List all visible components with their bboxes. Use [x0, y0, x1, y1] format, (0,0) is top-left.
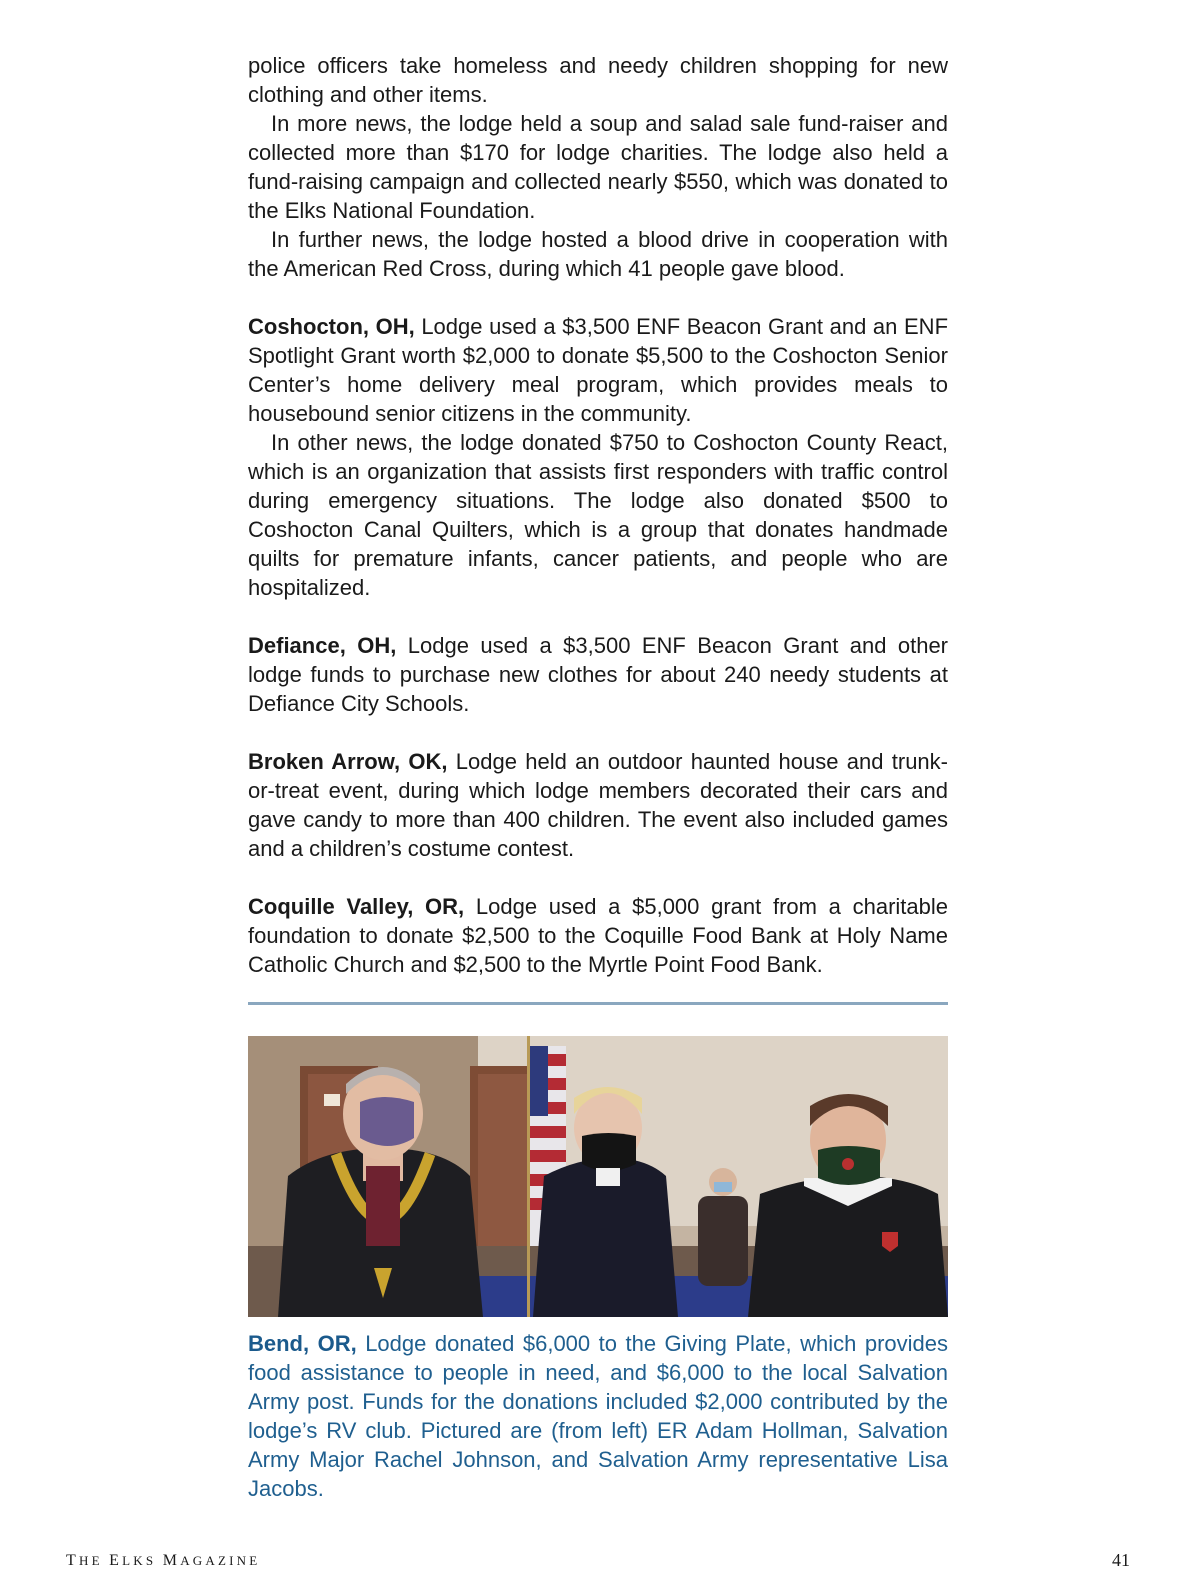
photo-caption-body: Lodge donated $6,000 to the Giving Plate, which provides food assistance to people in need, and $6,000 to the local Salvation Army post. Funds for the donations included $2,000 contributed by the lodge’s RV club. Pictured are (from left) ER Adam Hollman, Salvation Army Major Rachel Johnson, and Salvation Army representative Lisa Jacobs.: [248, 1331, 948, 1501]
coquille-item: [248, 892, 948, 979]
magazine-name-m: M: [162, 1552, 181, 1569]
paragraph-gap: [248, 283, 948, 312]
intro-further-news: In further news, the lodge hosted a blood drive in cooperation with the American Red Cross, during which 41 people gave blood.: [248, 227, 948, 281]
page-number: 41: [1112, 1550, 1130, 1570]
magazine-name-lks: LKS: [122, 1553, 163, 1568]
coshocton-other-news: In other news, the lodge donated $750 to Coshocton County React, which is an organization that assists first responders with traffic control during emergency situations. The lodge also donated $500 to Coshocton Canal Quilters, which is a group that donates handmade quilts for premature infants, cancer patients, and people who are hospitalized.: [248, 430, 948, 600]
broken-arrow-lead: Broken Arrow, OK,: [248, 749, 448, 774]
magazine-name-agazine: AGAZINE: [180, 1553, 261, 1568]
magazine-name: [66, 1552, 260, 1570]
news-photo: [248, 1036, 948, 1317]
broken-arrow-item: [248, 747, 948, 863]
paragraph-gap: [248, 602, 948, 631]
coshocton-item: [248, 312, 948, 428]
article-column: [248, 51, 948, 979]
coquille-lead: Coquille Valley, OR,: [248, 894, 465, 919]
intro-more-news: In more news, the lodge held a soup and salad sale fund-raiser and collected more than $170 for lodge charities. The lodge also held a fund-raising campaign and collected nearly $550, which was donated to the Elks National Foundation.: [248, 111, 948, 223]
photo-caption: [248, 1329, 948, 1503]
section-divider: [248, 1002, 948, 1005]
photo-caption-lead: Bend, OR,: [248, 1331, 357, 1356]
magazine-name-t: T: [66, 1552, 79, 1569]
magazine-name-e: E: [109, 1552, 123, 1569]
defiance-body: Lodge used a $3,500 ENF Beacon Grant and other lodge funds to purchase new clothes for about 240 needy students at Defiance City Schools.: [248, 633, 949, 716]
paragraph-gap: [248, 863, 948, 892]
coshocton-lead: Coshocton, OH,: [248, 314, 415, 339]
intro-continuation: police officers take homeless and needy children shopping for new clothing and other items.: [248, 53, 948, 107]
photo-illustration: [248, 1036, 948, 1317]
broken-arrow-body: Lodge held an outdoor haunted house and trunk-or-treat event, during which lodge members decorated their cars and gave candy to more than 400 children. The event also included games and a children’s costume contest.: [248, 749, 948, 861]
coshocton-body: Lodge used a $3,500 ENF Beacon Grant and an ENF Spotlight Grant worth $2,000 to donate $5,500 to the Coshocton Senior Center’s home delivery meal program, which provides meals to housebound senior citizens in the community.: [248, 314, 949, 426]
coquille-body: Lodge used a $5,000 grant from a charitable foundation to donate $2,500 to the Coquille Food Bank at Holy Name Catholic Church and $2,500 to the Myrtle Point Food Bank.: [248, 894, 948, 977]
defiance-lead: Defiance, OH,: [248, 633, 397, 658]
defiance-item: [248, 631, 948, 718]
magazine-name-he: HE: [78, 1553, 110, 1568]
paragraph-gap: [248, 718, 948, 747]
